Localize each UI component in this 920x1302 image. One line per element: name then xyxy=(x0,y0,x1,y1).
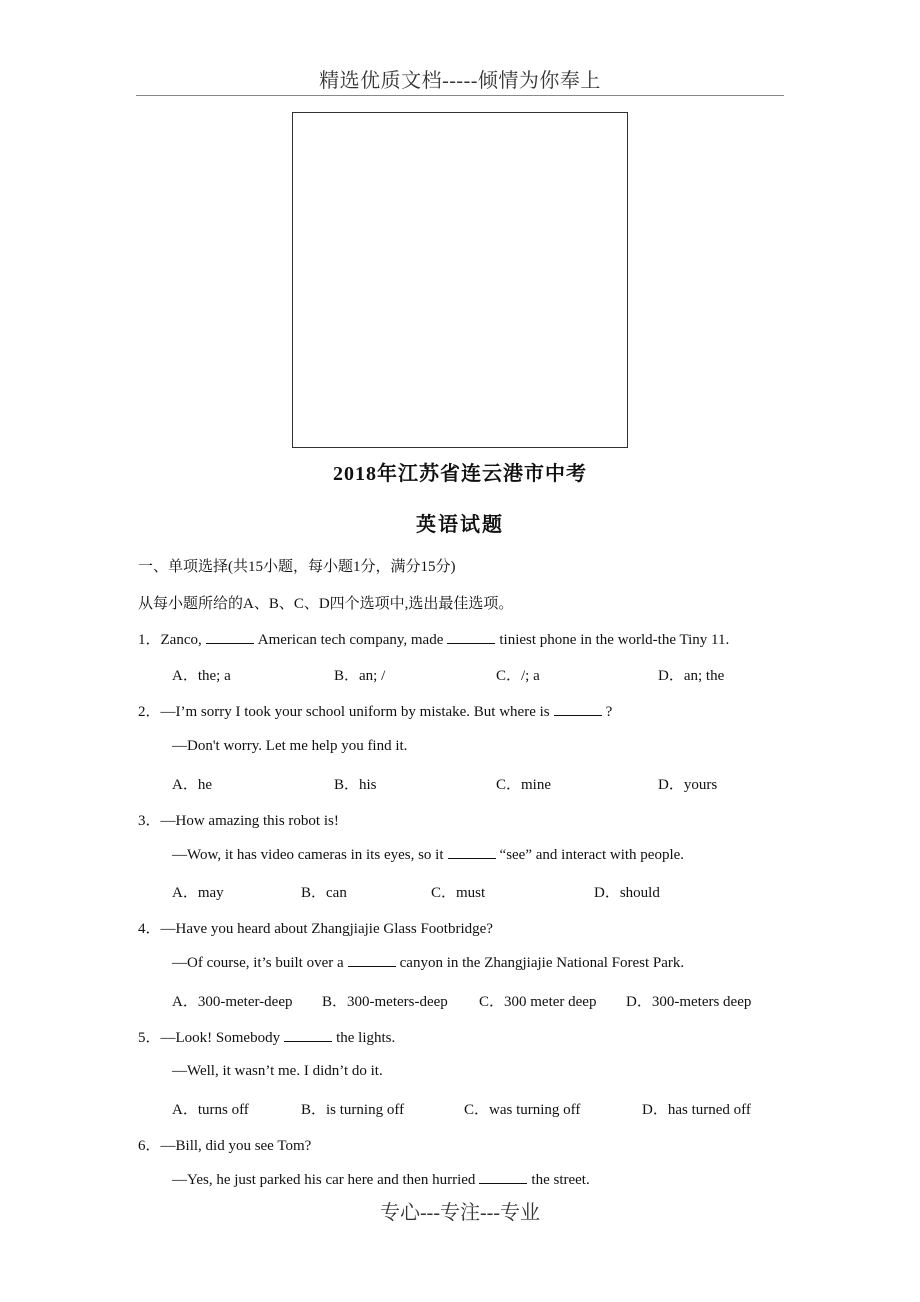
figure-placeholder xyxy=(292,112,628,448)
question-number: 1． xyxy=(138,632,161,648)
question-text: —Yes, he just parked his car here and then hurried xyxy=(172,1172,476,1188)
option-a: A．may xyxy=(172,885,224,901)
answer-blank xyxy=(284,1030,332,1042)
dialogue-line: —Don't worry. Let me help you find it. xyxy=(172,738,408,754)
answer-blank xyxy=(206,632,254,644)
option-d: D．an; the xyxy=(658,668,725,684)
dialogue-line: —Well, it wasn’t me. I didn’t do it. xyxy=(172,1063,383,1079)
question-2 xyxy=(138,700,612,721)
option-b: B．an; / xyxy=(334,668,386,684)
dialogue-line xyxy=(172,1172,590,1189)
option-c: C．mine xyxy=(496,777,551,793)
question-5 xyxy=(138,1026,395,1047)
question-text: the lights. xyxy=(336,1030,396,1046)
question-text: —Of course, it’s built over a xyxy=(172,955,344,971)
question-text: ? xyxy=(605,704,613,720)
question-text: —Bill, did you see Tom? xyxy=(160,1138,312,1154)
question-1 xyxy=(138,628,729,649)
option-c: C．300 meter deep xyxy=(479,994,597,1010)
exam-subtitle: 英语试题 xyxy=(416,514,504,536)
option-c: C．must xyxy=(431,885,486,901)
option-a: A．the; a xyxy=(172,668,231,684)
question-text: —Look! Somebody xyxy=(160,1030,281,1046)
question-number: 4． xyxy=(138,921,161,937)
question-3 xyxy=(138,809,339,830)
question-text: canyon in the Zhangjiajie National Forest Park. xyxy=(399,955,685,971)
answer-blank xyxy=(348,955,396,967)
option-d: D．yours xyxy=(658,777,718,793)
dialogue-line xyxy=(172,955,684,972)
answer-blank xyxy=(479,1172,527,1184)
answer-blank xyxy=(554,704,602,716)
section-instruction: 从每小题所给的A、B、C、D四个选项中,选出最佳选项。 xyxy=(138,596,514,612)
question-text: “see” and interact with people. xyxy=(499,847,685,863)
option-a: A．turns off xyxy=(172,1102,249,1118)
option-d: D．should xyxy=(594,885,660,901)
option-a: A．he xyxy=(172,777,212,793)
question-number: 6． xyxy=(138,1138,161,1154)
answer-blank xyxy=(447,632,495,644)
page-header: 精选优质文档-----倾情为你奉上 xyxy=(319,70,601,92)
option-b: B．is turning off xyxy=(301,1102,405,1118)
dialogue-line xyxy=(172,847,684,864)
answer-blank xyxy=(448,847,496,859)
option-b: B．300-meters-deep xyxy=(322,994,448,1010)
option-c: C．/; a xyxy=(496,668,540,684)
option-d: D．300-meters deep xyxy=(626,994,752,1010)
option-b: B．can xyxy=(301,885,347,901)
header-divider xyxy=(136,95,784,96)
question-number: 5． xyxy=(138,1030,161,1046)
question-number: 3． xyxy=(138,813,161,829)
question-text: the street. xyxy=(531,1172,590,1188)
question-4 xyxy=(138,917,493,938)
question-text: —How amazing this robot is! xyxy=(160,813,339,829)
question-number: 2． xyxy=(138,704,161,720)
section-heading: 一、单项选择(共15小题，每小题1分，满分15分) xyxy=(138,559,456,575)
option-d: D．has turned off xyxy=(642,1102,751,1118)
question-text: American tech company, made xyxy=(257,632,444,648)
question-text: tiniest phone in the world-the Tiny 11. xyxy=(499,632,730,648)
option-c: C．was turning off xyxy=(464,1102,581,1118)
question-text: —Wow, it has video cameras in its eyes, so it xyxy=(172,847,444,863)
option-a: A．300-meter-deep xyxy=(172,994,293,1010)
question-text: Zanco, xyxy=(160,632,202,648)
page-footer: 专心---专注---专业 xyxy=(380,1202,540,1224)
question-6 xyxy=(138,1134,311,1155)
question-text: —Have you heard about Zhangjiajie Glass Footbridge? xyxy=(160,921,493,937)
question-text: —I’m sorry I took your school uniform by mistake. But where is xyxy=(160,704,550,720)
option-b: B．his xyxy=(334,777,377,793)
exam-title: 2018年江苏省连云港市中考 xyxy=(333,463,587,485)
